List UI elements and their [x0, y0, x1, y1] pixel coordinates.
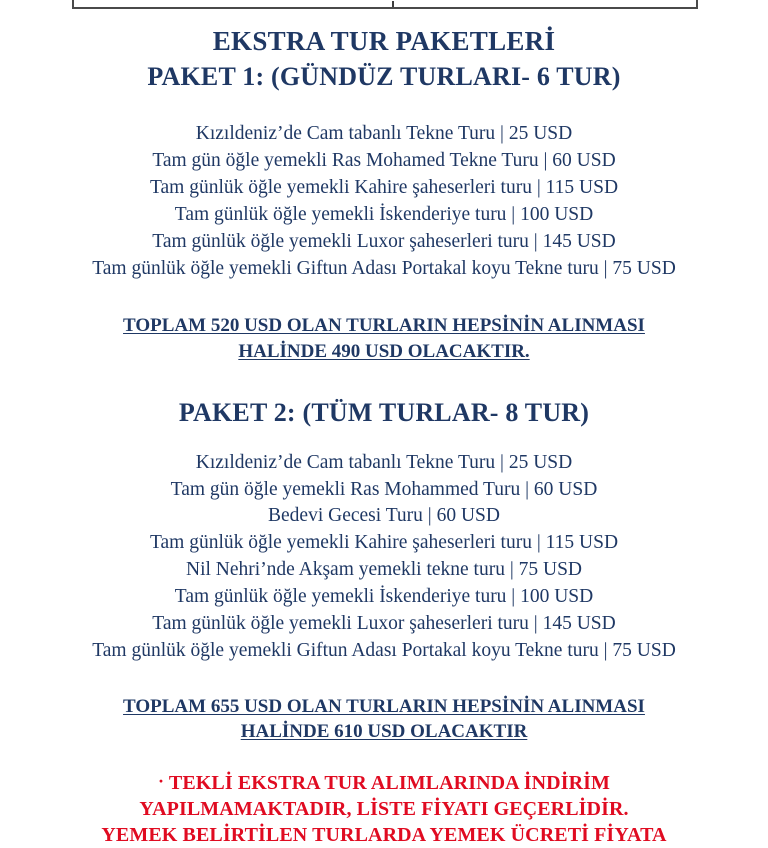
list-item: Tam günlük öğle yemekli Kahire şaheserleri turu | 115 USD [149, 176, 619, 198]
list-item: Bedevi Gecesi Turu | 60 USD [268, 505, 500, 527]
list-item: Tam günlük öğle yemekli Kahire şaheserleri turu | 115 USD [149, 532, 619, 554]
list-item: Tam günlük öğle yemekli İskenderiye turu | 100 USD [174, 586, 594, 608]
list-item: Tam günlük öğle yemekli Luxor şaheserleri turu | 145 USD [152, 613, 616, 635]
warning-line-1 [0, 770, 768, 796]
paket2-total-line-1: TOPLAM 655 USD OLAN TURLARIN HEPSİNİN ALINMASI [123, 695, 645, 717]
paket1-heading: PAKET 1: (GÜNDÜZ TURLARI- 6 TUR) [147, 61, 621, 91]
list-item: Tam günlük öğle yemekli Giftun Adası Portakal koyu Tekne turu | 75 USD [92, 257, 676, 279]
page-title: EKSTRA TUR PAKETLERİ [212, 26, 556, 56]
paket1-total-line-1: TOPLAM 520 USD OLAN TURLARIN HEPSİNİN ALINMASI [123, 315, 645, 337]
list-item: Nil Nehri’nde Akşam yemekli tekne turu | 75 USD [186, 559, 582, 581]
list-item: Tam gün öğle yemekli Ras Mohammed Turu | 60 USD [170, 478, 598, 500]
list-item: Kızıldeniz’de Cam tabanlı Tekne Turu | 25 USD [195, 123, 573, 145]
paket2-heading: PAKET 2: (TÜM TURLAR- 8 TUR) [178, 397, 590, 427]
bullet-icon: · [158, 771, 165, 792]
warning-line-3: YEMEK BELİRTİLEN TURLARDA YEMEK ÜCRETİ FİYATA [101, 824, 667, 847]
list-item: Kızıldeniz’de Cam tabanlı Tekne Turu | 25 USD [195, 451, 573, 473]
paket1-total-line-2: HALİNDE 490 USD OLACAKTIR. [238, 340, 530, 362]
warning-line-2: YAPILMAMAKTADIR, LİSTE FİYATI GEÇERLİDİR. [139, 798, 629, 821]
warning-line-1-text: TEKLİ EKSTRA TUR ALIMLARINDA İNDİRİM [168, 772, 610, 795]
list-item: Tam gün öğle yemekli Ras Mohamed Tekne Turu | 60 USD [152, 149, 616, 171]
paket1-tour-list [0, 92, 768, 282]
paket1-total-note [0, 282, 768, 363]
list-item: Tam günlük öğle yemekli Giftun Adası Portakal koyu Tekne turu | 75 USD [92, 639, 676, 661]
list-item: Tam günlük öğle yemekli İskenderiye turu | 100 USD [174, 203, 594, 225]
paket2-total-note [0, 665, 768, 744]
paket2-total-line-2: HALİNDE 610 USD OLACAKTIR [240, 720, 528, 742]
warning-note [0, 744, 768, 848]
list-item: Tam günlük öğle yemekli Luxor şaheserleri turu | 145 USD [152, 230, 616, 252]
paket2-tour-list [0, 428, 768, 665]
